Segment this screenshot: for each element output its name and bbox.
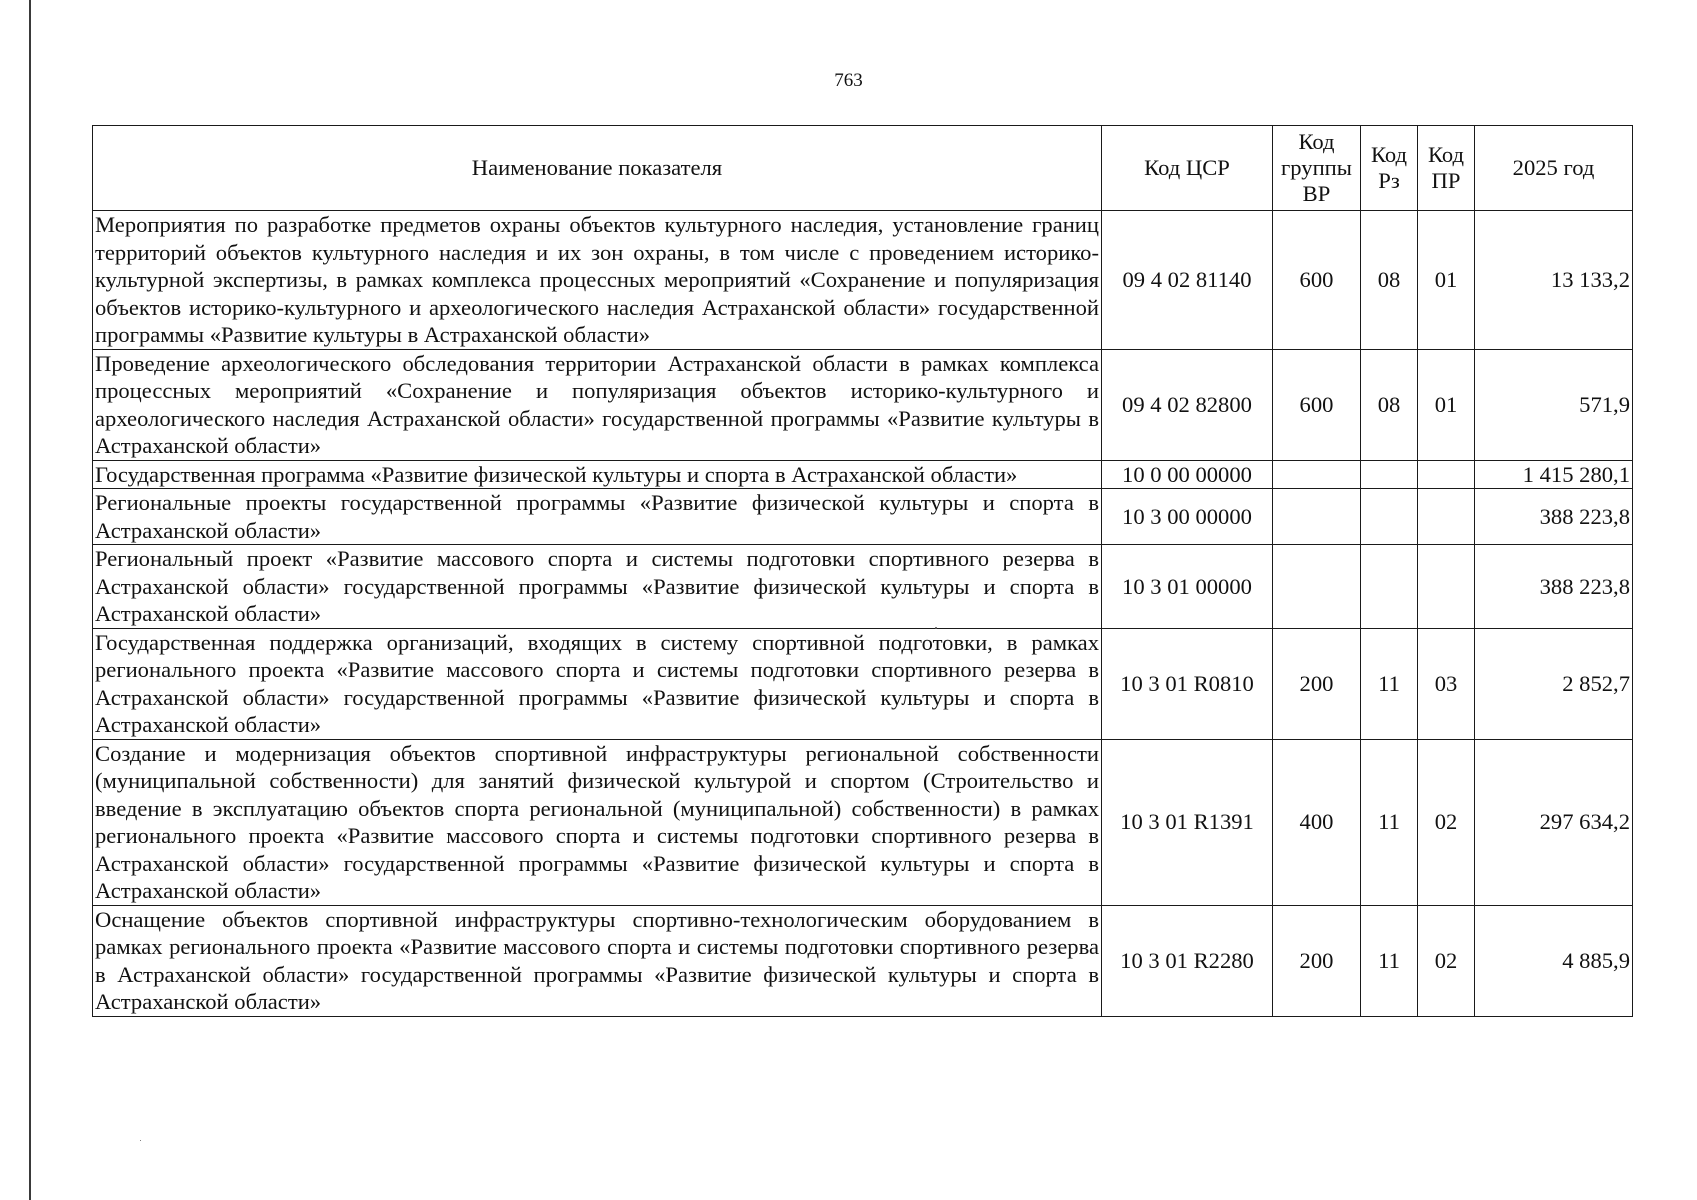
table-row [93,489,1633,545]
row-pr-cell [1418,460,1475,489]
table-row [93,905,1633,1016]
row-amount-cell: 4 885,9 [1475,905,1633,1016]
header-name: Наименование показателя [93,126,1102,211]
row-amount-cell: 1 415 280,1 [1475,460,1633,489]
row-pr-cell [1418,489,1475,545]
row-amount-cell: 571,9 [1475,349,1633,460]
header-amount-2025: 2025 год [1475,126,1633,211]
row-csr-cell: 09 4 02 81140 [1102,211,1273,350]
row-vr-cell: 200 [1273,905,1361,1016]
row-rz-cell [1361,489,1418,545]
row-amount-cell: 297 634,2 [1475,739,1633,905]
table-row [93,460,1633,489]
row-rz-cell: 08 [1361,211,1418,350]
row-name-cell: Государственная поддержка организаций, входящих в систему спортивной подготовки, в рамках регионального проекта «Развитие массового спорта и системы подготовки спортивного резерва в Астраханской области» государственной программы «Развитие физической культуры и спорта в Астраханской области» [93,628,1102,739]
page-number: 763 [834,70,863,91]
row-name-cell: Создание и модернизация объектов спортивной инфраструктуры региональной собственности (муниципальной собственности) для занятий физической культурой и спортом (Строительство и введение в эксплуатацию объектов спорта региональной (муниципальной) собственности) в рамках регионального проекта «Развитие массового спорта и системы подготовки спортивного резерва в Астраханской области» государственной программы «Развитие физической культуры и спорта в Астраханской области» [93,739,1102,905]
row-rz-cell: 08 [1361,349,1418,460]
header-vr-code: Код группы ВР [1273,126,1361,211]
row-vr-cell: 600 [1273,211,1361,350]
table-row [93,349,1633,460]
table-header-row [93,126,1633,211]
row-vr-cell: 200 [1273,628,1361,739]
row-name-cell: Региональный проект «Развитие массового спорта и системы подготовки спортивного резерва в Астраханской области» государственной программы «Развитие физической культуры и спорта в Астраханской области» [93,545,1102,629]
row-vr-cell: 400 [1273,739,1361,905]
row-rz-cell [1361,460,1418,489]
header-pr-code: Код ПР [1418,126,1475,211]
row-csr-cell: 10 3 01 R1391 [1102,739,1273,905]
row-csr-cell: 10 0 00 00000 [1102,460,1273,489]
row-csr-cell: 10 3 01 00000 [1102,545,1273,629]
row-csr-cell: 09 4 02 82800 [1102,349,1273,460]
row-amount-cell: 388 223,8 [1475,489,1633,545]
row-pr-cell: 01 [1418,349,1475,460]
table-row [93,211,1633,350]
row-vr-cell: 600 [1273,349,1361,460]
row-rz-cell: 11 [1361,628,1418,739]
row-vr-cell [1273,489,1361,545]
row-amount-cell: 388 223,8 [1475,545,1633,629]
row-csr-cell: 10 3 00 00000 [1102,489,1273,545]
row-name-cell: Государственная программа «Развитие физической культуры и спорта в Астраханской области» [93,460,1102,489]
header-rz-code: Код Рз [1361,126,1418,211]
row-pr-cell [1418,545,1475,629]
row-pr-cell: 02 [1418,739,1475,905]
row-csr-cell: 10 3 01 R0810 [1102,628,1273,739]
binding-edge-line [29,0,31,1200]
row-vr-cell [1273,545,1361,629]
row-pr-cell: 03 [1418,628,1475,739]
row-pr-cell: 02 [1418,905,1475,1016]
table-row [93,545,1633,629]
table-row [93,628,1633,739]
row-name-cell: Региональные проекты государственной программы «Развитие физической культуры и спорта в Астраханской области» [93,489,1102,545]
row-csr-cell: 10 3 01 R2280 [1102,905,1273,1016]
row-amount-cell: 2 852,7 [1475,628,1633,739]
row-vr-cell [1273,460,1361,489]
row-name-cell: Оснащение объектов спортивной инфраструктуры спортивно-технологическим оборудованием в рамках регионального проекта «Развитие массового спорта и системы подготовки спортивного резерва в Астраханской области» государственной программы «Развитие физической культуры и спорта в Астраханской области» [93,905,1102,1016]
table-row [93,739,1633,905]
row-rz-cell: 11 [1361,739,1418,905]
row-name-cell: Проведение археологического обследования территории Астраханской области в рамках комплекса процессных мероприятий «Сохранение и популяризация объектов историко-культурного и археологического наследия Астраханской области» государственной программы «Развитие культуры в Астраханской области» [93,349,1102,460]
row-rz-cell: 11 [1361,905,1418,1016]
header-csr-code: Код ЦСР [1102,126,1273,211]
row-amount-cell: 13 133,2 [1475,211,1633,350]
row-rz-cell [1361,545,1418,629]
row-pr-cell: 01 [1418,211,1475,350]
budget-table [92,125,1633,1017]
row-name-cell: Мероприятия по разработке предметов охраны объектов культурного наследия, установление границ территорий объектов культурного наследия и их зон охраны, в том числе с проведением историко-культурной экспертизы, в рамках комплекса процессных мероприятий «Сохранение и популяризация объектов историко-культурного и археологического наследия Астраханской области» государственной программы «Развитие культуры в Астраханской области» [93,211,1102,350]
scan-speck [935,627,937,629]
scan-speck [140,1140,141,1141]
